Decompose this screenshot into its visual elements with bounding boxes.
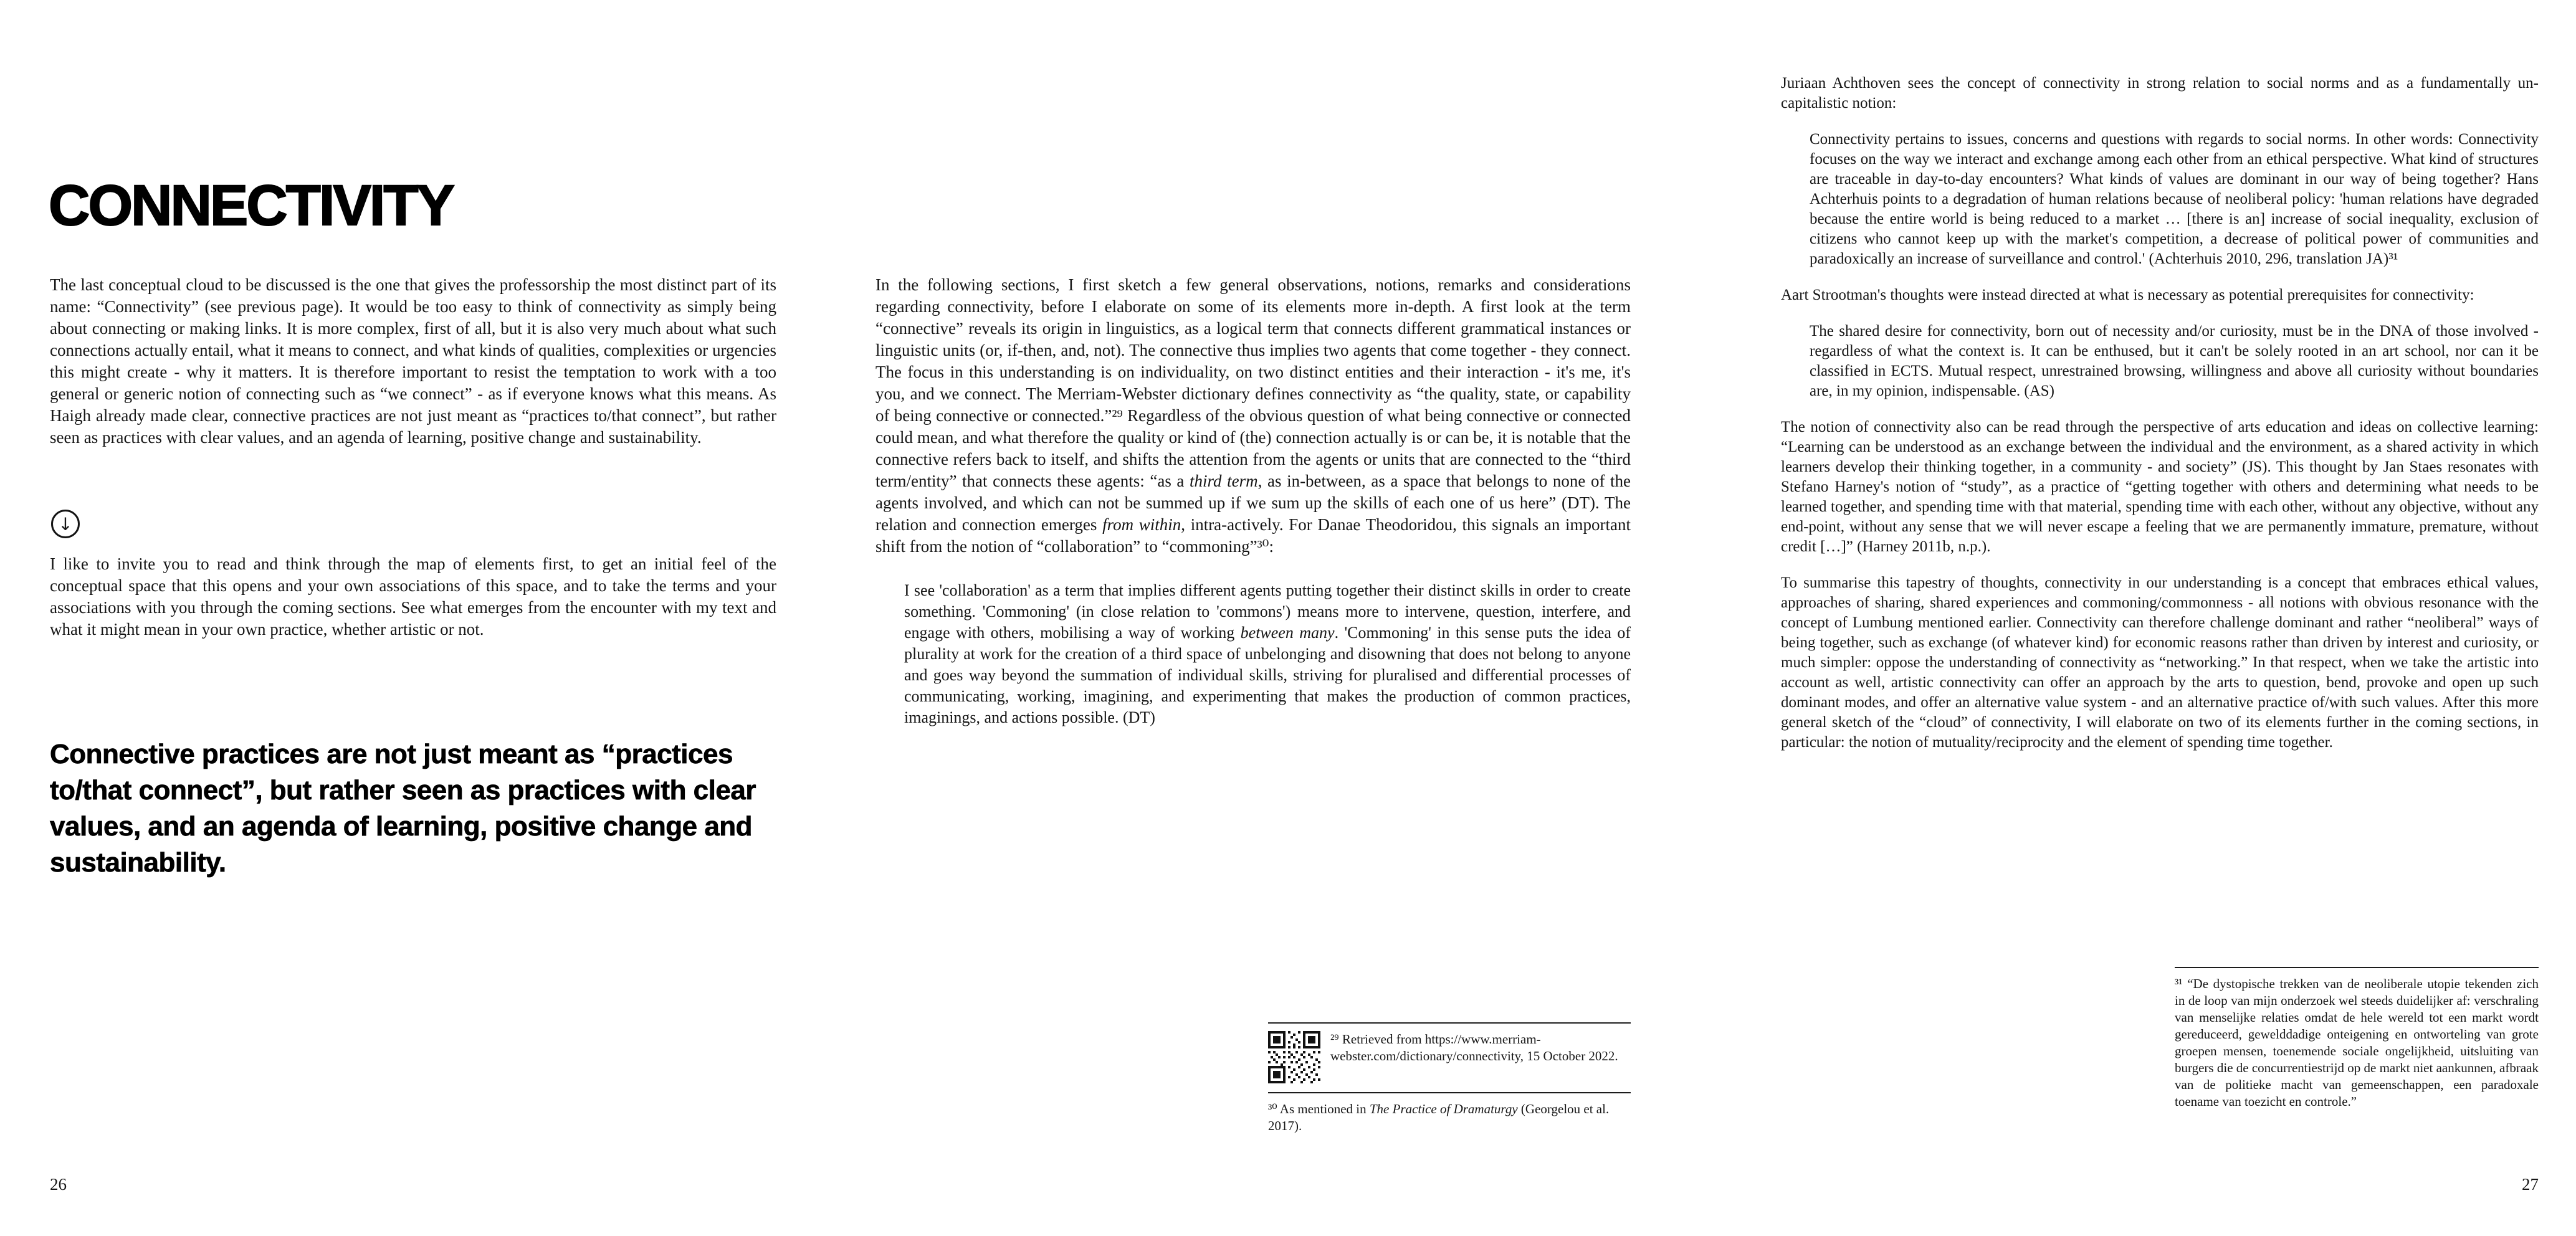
block-quote: I see 'collaboration' as a term that implies different agents putting together their distinct skills in order to create something. 'Commoning' (in close relation to 'commons') means more to intervene, question, interfere, and engage with others, mobilising a way of working between many. 'Commoning' in this sense puts the idea of plurality at work for the creation of a third space of unbelonging and disowning that does not belong to anyone and goes way beyond the summation of individual skills, striving for pluralised and differential processes of communicating, working, imagining, and experimenting that makes the production of common practices, imaginings, and actions possible. (DT) [904, 581, 1631, 726]
footnote-30: ³⁰ As mentioned in The Practice of Dramaturgy (Georgelou et al. 2017). [1268, 1101, 1610, 1133]
down-arrow-icon [51, 510, 80, 538]
footnote-31: ³¹ “De dystopische trekken van de neoliberale utopie tekenden zich in de loop van mijn onderzoek wel steeds duidelijker af: verschraling van menselijke relaties omdat de hele wereld tot een markt wordt gereduceerd, gewelddadige onteigening en ontworteling van grote groepen mensen, toenemende sociale ongelijkheid, uitsluiting van burgers die de concurrentiestrijd op de markt niet aankunnen, afbraak van de politieke macht van gemeenschappen, een paradoxale toename van toezicht en controle.” [2175, 976, 2539, 1109]
body-paragraph: I like to invite you to read and think through the map of elements first, to get an initial feel of the conceptual space that this opens and your own associations of this space, and to take the terms and your associations with you through the coming sections. See what emerges from the encounter with my text and what it might mean in your own practice, whether artistic or not. [50, 554, 776, 639]
footnote-31-block [2175, 967, 2539, 1110]
page-title: CONNECTIVITY [49, 174, 453, 237]
block-quote: The shared desire for connectivity, born out of necessity and/or curiosity, must be in the DNA of those involved - regardless of what the context is. It can be enthused, but it can't be solely rooted in an art school, nor can it be classified in ECTS. Mutual respect, unrestrained browsing, willingness and above all curiosity without boundaries are, in my opinion, indispensable. (AS) [1810, 323, 2539, 399]
qr-code-icon [1268, 1031, 1320, 1083]
body-paragraph: The notion of connectivity also can be read through the perspective of arts education and ideas on collective learning: “Learning can be understood as an exchange between the individual and the environment, as a shared activity in which learners develop their thinking together, in a community - and society” (JS). This thought by Jan Staes resonates with Stefano Harney's notion of “study”, as a practice of “getting together with others and determining what needs to be learned together, and spending time with that material, spending time with each other, without any objective, without any end-point, without any sense that we will never escape a feeling that we are permanently immature, premature, without credit […]” (Harney 2011b, n.p.). [1781, 419, 2539, 555]
body-paragraph: The last conceptual cloud to be discussed is the one that gives the professorship the most distinct part of its name: “Connectivity” (see previous page). It would be too easy to think of connectivity as simply being about connecting or making links. It is more complex, first of all, but it is also very much about what such connections actually entail, what it means to connect, and what kinds of qualities, complexities or urgencies this might create - why it matters. It is therefore important to resist the temptation to work with a too general or generic notion of connecting such as “we connect” - as if everyone knows what this means. As Haigh already made clear, connective practices are not just meant as “practices to/that connect”, but rather seen as practices with clear values, and an agenda of learning, positive change and sustainability. [50, 275, 776, 447]
page-number-right: 27 [2522, 1175, 2539, 1194]
footnotes-left-block [1268, 1022, 1631, 1134]
body-paragraph: Juriaan Achthoven sees the concept of connectivity in strong relation to social norms and as a fundamentally un-capitalistic notion: [1781, 75, 2539, 112]
left-page-column-2 [875, 274, 1631, 728]
footnote-divider [1268, 1092, 1631, 1093]
footnote-divider [1268, 1022, 1631, 1024]
body-paragraph: Aart Strootman's thoughts were instead directed at what is necessary as potential prerequisites for connectivity: [1781, 287, 2474, 303]
footnote-29: ²⁹ Retrieved from https://www.merriam-webster.com/dictionary/connectivity, 15 October 2022. [1330, 1032, 1618, 1063]
page-number-left: 26 [50, 1175, 67, 1194]
footnote-divider [2175, 967, 2539, 968]
pull-quote: Connective practices are not just meant as “practices to/that connect”, but rather seen as practices with clear values, and an agenda of learning, positive change and sustainability. [50, 739, 756, 878]
body-paragraph: In the following sections, I first sketch a few general observations, notions, remarks and considerations regarding connectivity, before I elaborate on some of its elements more in-depth. A first look at the term “connective” reveals its origin in linguistics, as a logical term that connects different grammatical instances or linguistic units (or, if-then, and, not). The connective thus implies two agents that come together - they connect. The focus in this understanding is on individuality, on two distinct entities and their interaction - it's me, it's you, and we connect. The Merriam-Webster dictionary defines connectivity as “the quality, state, or capability of being connective or connected.”²⁹ Regardless of the obvious question of what being connective or connected could mean, and what therefore the quality or kind of (the) connection actually is or can be, it is notable that the connective refers back to itself, and shifts the attention from the agents or units that are connected to the “third term/entity” that connects these agents: “as a third term, as in-between, as a space that belongs to none of the agents involved, and which can not be summed up if we sum up the skills of each one of us here” (DT). The relation and connection emerges from within, intra-actively. For Danae Theodoridou, this signals an important shift from the notion of “collaboration” to “commoning”³⁰: [875, 275, 1631, 556]
right-page-column [1781, 74, 2539, 769]
footnote-29-row [1268, 1031, 1631, 1083]
block-quote: Connectivity pertains to issues, concerns and questions with regards to social norms. In other words: Connectivity focuses on the way we interact and exchange among each other from an ethical perspective. What kind of structures are traceable in day-to-day encounters? What kinds of values are dominant in our way of being together? Hans Achterhuis points to a degradation of human relations because of neoliberal policy: 'human relations have degraded because the entire world is being reduced to a market … [there is an] increase of social inequality, exclusion of citizens who cannot keep up with the market's competition, a decrease of political power of communities and paradoxically an increase of surveillance and control.' (Achterhuis 2010, 296, translation JA)³¹ [1810, 131, 2539, 267]
down-arrow-glyph: ↓ [58, 513, 73, 535]
body-paragraph: To summarise this tapestry of thoughts, connectivity in our understanding is a concept that embraces ethical values, approaches of sharing, shared experiences and commoning/commonness - all notions with obvious resonance with the concept of Lumbung mentioned earlier. Connectivity can therefore challenge dominant and rather “neoliberal” ways of being together, such as exchange (of whatever kind) for economic reasons rather than driven by interest and curiosity, or much simpler: oppose the understanding of connectivity as “networking.” In that respect, when we take the artistic into account as well, artistic connectivity can offer an approach by the arts to question, bend, provoke and open up such dominant modes, and offer an alternative value system - and an alternative practice of/with such values. After this more general sketch of the “cloud” of connectivity, I will elaborate on two of its elements further in the coming sections, in particular: the notion of mutuality/reciprocity and the element of spending time together. [1781, 574, 2539, 751]
